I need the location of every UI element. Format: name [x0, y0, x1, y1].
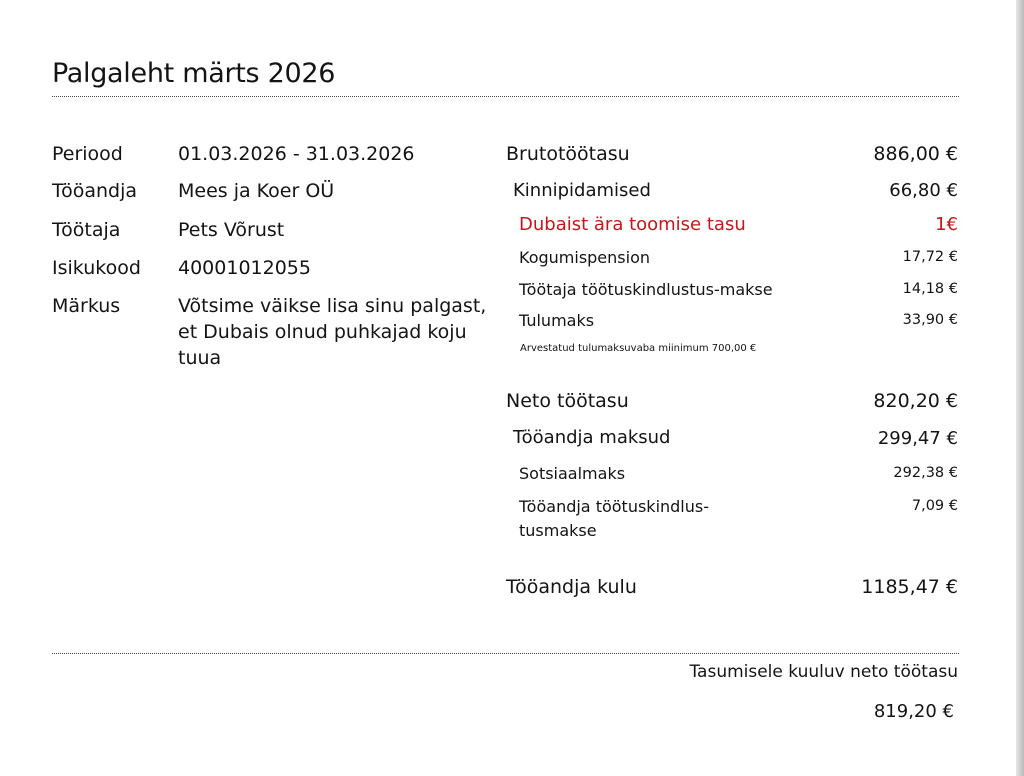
employee-label: Töötaja	[52, 219, 121, 241]
employer-unemployment-label: Tööandja töötuskindlus-tusmakse	[519, 497, 709, 540]
employee-value: Pets Võrust	[178, 219, 285, 241]
idcode-value: 40001012055	[178, 257, 311, 279]
net-payable-value: 819,20 €	[873, 701, 954, 722]
deductions-value: 66,80 €	[889, 180, 958, 201]
employee-unemployment-label: Töötaja töötuskindlustus-makse	[519, 280, 773, 299]
employer-label: Tööandja	[52, 180, 138, 202]
deductions-label: Kinnipidamised	[513, 180, 651, 201]
social-tax-label: Sotsiaalmaks	[519, 464, 626, 483]
net-label: Neto töötasu	[506, 390, 629, 412]
net-value: 820,20 €	[873, 390, 958, 412]
tax-free-note: Arvestatud tulumaksuvaba miinimum 700,00 €	[520, 343, 757, 354]
gross-label: Brutotöötasu	[506, 143, 630, 165]
net-payable-label: Tasumisele kuuluv neto töötasu	[689, 662, 958, 682]
employer-cost-value: 1185,47 €	[861, 576, 958, 598]
dubai-fee-value: 1€	[935, 214, 958, 235]
dubai-fee-label: Dubaist ära toomise tasu	[519, 214, 746, 235]
employer-value: Mees ja Koer OÜ	[178, 180, 335, 202]
page-title: Palgaleht märts 2026	[52, 58, 336, 89]
window-edge	[1016, 0, 1024, 776]
period-label: Periood	[52, 143, 123, 165]
employee-unemployment-value: 14,18 €	[902, 281, 958, 297]
employer-taxes-value: 299,47 €	[877, 428, 958, 449]
social-tax-value: 292,38 €	[893, 465, 958, 481]
income-tax-label: Tulumaks	[519, 311, 595, 330]
pension-value: 17,72 €	[902, 249, 958, 265]
pension-label: Kogumispension	[519, 248, 650, 267]
gross-value: 886,00 €	[873, 143, 958, 165]
idcode-label: Isikukood	[52, 257, 141, 279]
period-value: 01.03.2026 - 31.03.2026	[178, 143, 415, 165]
bottom-divider	[52, 653, 959, 654]
employer-unemployment-value: 7,09 €	[911, 498, 958, 514]
employer-cost-label: Tööandja kulu	[506, 576, 637, 598]
top-divider	[52, 96, 959, 97]
income-tax-value: 33,90 €	[902, 312, 958, 328]
employer-taxes-label: Tööandja maksud	[513, 427, 671, 448]
note-value: Võtsime väikse lisa sinu palgast, et Dubais olnud puhkajad koju tuua	[178, 295, 487, 369]
note-label: Märkus	[52, 295, 121, 317]
